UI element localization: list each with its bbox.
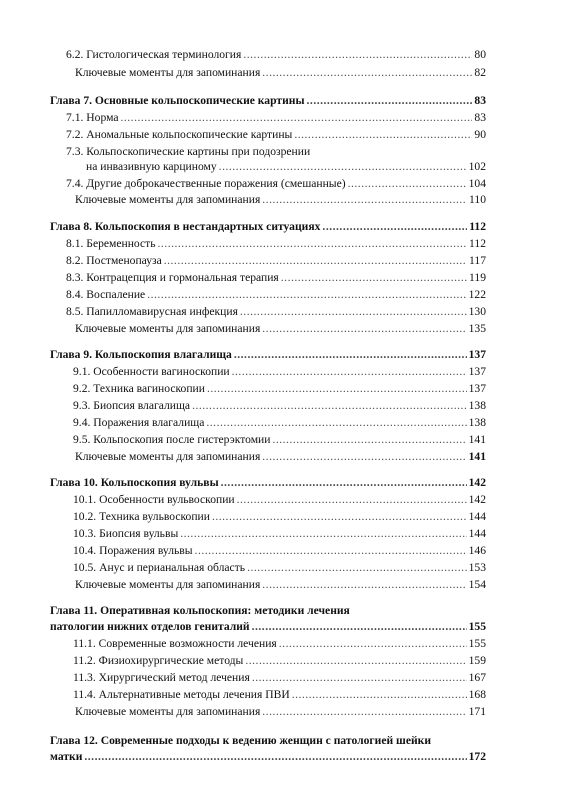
toc-chapter <box>50 734 486 748</box>
toc-title: 10.5. Анус и перианальная область <box>73 561 246 574</box>
toc-section <box>66 128 486 142</box>
toc-key-points <box>75 450 486 464</box>
toc-key-points <box>75 66 486 80</box>
leader-dots <box>192 399 467 413</box>
toc-title: 11.2. Физиохирургические методы <box>73 654 244 667</box>
leader-dots <box>322 220 467 234</box>
toc-page: 172 <box>468 750 486 763</box>
leader-dots <box>252 620 467 634</box>
toc-title: 10.3. Биопсия вульвы <box>73 527 179 540</box>
leader-dots <box>221 476 467 490</box>
toc-title: 8.3. Контрацепция и гормональная терапия <box>66 271 279 284</box>
toc-title: 9.4. Поражения влагалища <box>73 416 205 429</box>
leader-dots <box>272 433 466 447</box>
leader-dots <box>307 94 473 108</box>
leader-dots <box>180 527 466 541</box>
toc-section <box>66 271 486 285</box>
toc-title: 8.5. Папилломавирусная инфекция <box>66 305 238 318</box>
toc-page: 142 <box>468 476 486 489</box>
toc-chapter <box>50 604 486 618</box>
toc-chapter-cont <box>50 620 486 634</box>
toc-section <box>73 433 486 447</box>
toc-page: 83 <box>474 111 486 124</box>
toc-title: 9.2. Техника вагиноскопии <box>73 382 205 395</box>
toc-page: 112 <box>469 237 486 250</box>
toc-page: 159 <box>468 654 486 667</box>
leader-dots <box>219 160 467 174</box>
toc-title: Ключевые моменты для запоминания <box>75 66 261 79</box>
toc-section <box>73 382 486 396</box>
toc-key-points <box>75 578 486 592</box>
toc-page: 144 <box>468 510 486 523</box>
toc-page: 117 <box>469 254 486 267</box>
leader-dots <box>262 66 472 80</box>
toc-title: 10.1. Особенности вульвоскопии <box>73 493 235 506</box>
toc-page: 167 <box>468 671 486 684</box>
toc-section <box>73 399 486 413</box>
leader-dots <box>84 750 466 764</box>
toc-key-points <box>75 322 486 336</box>
toc-title: Ключевые моменты для запоминания <box>75 578 261 591</box>
leader-dots <box>294 128 472 142</box>
toc-page: 102 <box>468 160 486 173</box>
toc-chapter <box>50 348 486 362</box>
leader-dots <box>207 382 467 396</box>
toc-page: 144 <box>468 527 486 540</box>
leader-dots <box>234 348 467 362</box>
toc-section <box>73 510 486 524</box>
toc-page: 142 <box>468 493 486 506</box>
leader-dots <box>279 637 467 651</box>
toc-page: 80 <box>474 48 486 61</box>
toc-title: патологии нижних отделов гениталий <box>50 620 250 633</box>
toc-title: Глава 7. Основные кольпоскопические картины <box>50 94 305 107</box>
leader-dots <box>237 493 467 507</box>
leader-dots <box>212 510 467 524</box>
toc-title: Ключевые моменты для запоминания <box>75 705 261 718</box>
toc-title: 7.3. Кольпоскопические картины при подозрении <box>66 145 311 158</box>
leader-dots <box>232 365 467 379</box>
leader-dots <box>262 450 466 464</box>
toc-section <box>73 416 486 430</box>
leader-dots <box>348 177 467 191</box>
toc-title: Глава 10. Кольпоскопия вульвы <box>50 476 219 489</box>
leader-dots <box>281 271 467 285</box>
toc-page: 137 <box>468 348 486 361</box>
toc-title: 11.4. Альтернативные методы лечения ПВИ <box>73 688 290 701</box>
toc-title: Глава 11. Оперативная кольпоскопия: методики лечения <box>50 604 350 617</box>
toc-title: 9.1. Особенности вагиноскопии <box>73 365 230 378</box>
toc-section <box>73 493 486 507</box>
toc-page: 141 <box>468 450 486 463</box>
toc-key-points <box>75 705 486 719</box>
toc-page: 146 <box>468 544 486 557</box>
toc-section <box>66 288 486 302</box>
toc-section <box>73 654 486 668</box>
toc-title: 11.3. Хирургический метод лечения <box>73 671 250 684</box>
toc-page: 154 <box>468 578 486 591</box>
leader-dots <box>240 305 467 319</box>
toc-section <box>73 365 486 379</box>
toc-key-points <box>75 193 486 207</box>
toc-title: Ключевые моменты для запоминания <box>75 193 261 206</box>
toc-title: 7.2. Аномальные кольпоскопические картины <box>66 128 293 141</box>
leader-dots <box>243 48 472 62</box>
toc-title: 6.2. Гистологическая терминология <box>66 48 242 61</box>
toc-section-cont <box>86 160 486 174</box>
toc-section <box>66 111 486 125</box>
toc-title: 8.4. Воспаление <box>66 288 146 301</box>
toc-page: 171 <box>468 705 486 718</box>
toc-page: 137 <box>468 365 486 378</box>
leader-dots <box>262 193 467 207</box>
toc-title: 10.4. Поражения вульвы <box>73 544 193 557</box>
leader-dots <box>195 544 467 558</box>
toc-title: 7.4. Другие доброкачественные поражения (смешанные) <box>66 177 346 190</box>
toc-section <box>66 305 486 319</box>
toc-title: Глава 9. Кольпоскопия влагалища <box>50 348 232 361</box>
toc-page: 141 <box>468 433 486 446</box>
toc-page: 135 <box>468 322 486 335</box>
toc-page: 155 <box>468 637 486 650</box>
toc-title: 8.2. Постменопауза <box>66 254 162 267</box>
toc-page: 110 <box>469 193 486 206</box>
toc-chapter <box>50 220 486 234</box>
leader-dots <box>206 416 466 430</box>
toc-section <box>73 637 486 651</box>
toc-section <box>66 254 486 268</box>
toc-title: 7.1. Норма <box>66 111 119 124</box>
toc-title: на инвазивную карциному <box>86 160 217 173</box>
leader-dots <box>262 578 466 592</box>
toc-title: 10.2. Техника вульвоскопии <box>73 510 210 523</box>
leader-dots <box>252 671 467 685</box>
leader-dots <box>292 688 467 702</box>
toc-title: Ключевые моменты для запоминания <box>75 450 261 463</box>
toc-page: 104 <box>468 177 486 190</box>
leader-dots <box>245 654 466 668</box>
toc-title: 9.5. Кольпоскопия после гистерэктомии <box>73 433 271 446</box>
toc-page: 122 <box>468 288 486 301</box>
toc-section <box>73 688 486 702</box>
toc-chapter <box>50 476 486 490</box>
toc-page: 119 <box>469 271 486 284</box>
leader-dots <box>262 705 466 719</box>
toc-section <box>73 561 486 575</box>
toc-section <box>73 671 486 685</box>
leader-dots <box>120 111 472 125</box>
toc-title: 8.1. Беременность <box>66 237 156 250</box>
toc-section <box>66 145 486 159</box>
toc-page: 168 <box>468 688 486 701</box>
toc-page: 137 <box>468 382 486 395</box>
toc-title: 11.1. Современные возможности лечения <box>73 637 277 650</box>
toc-section <box>73 527 486 541</box>
toc-section <box>66 177 486 191</box>
leader-dots <box>247 561 467 575</box>
leader-dots <box>164 254 467 268</box>
toc-page: 112 <box>469 220 486 233</box>
toc-title: матки <box>50 750 83 763</box>
toc-section <box>73 544 486 558</box>
toc-page: 155 <box>468 620 486 633</box>
toc-page: 138 <box>468 399 486 412</box>
toc-title: 9.3. Биопсия влагалища <box>73 399 191 412</box>
toc-title: Глава 12. Современные подходы к ведению женщин с патологией шейки <box>50 734 432 747</box>
toc-page: 130 <box>468 305 486 318</box>
toc-chapter-cont <box>50 750 486 764</box>
leader-dots <box>147 288 466 302</box>
toc-section <box>66 237 486 251</box>
toc-section <box>66 48 486 62</box>
toc-page: 83 <box>474 94 486 107</box>
toc-page: 90 <box>474 128 486 141</box>
toc-title: Ключевые моменты для запоминания <box>75 322 261 335</box>
leader-dots <box>262 322 466 336</box>
toc-page: 138 <box>468 416 486 429</box>
leader-dots <box>158 237 468 251</box>
toc-page: 82 <box>474 66 486 79</box>
toc-chapter <box>50 94 486 108</box>
toc-page: 153 <box>468 561 486 574</box>
toc-title: Глава 8. Кольпоскопия в нестандартных ситуациях <box>50 220 321 233</box>
